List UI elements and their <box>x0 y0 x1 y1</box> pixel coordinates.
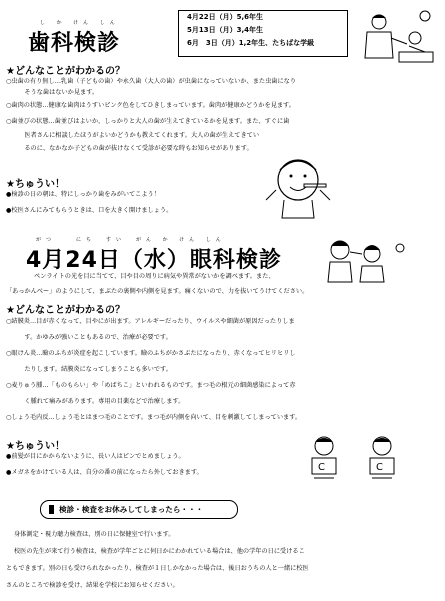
eye-intro-line: ペンライトの光を目に当てて、目や目の周りに病気や異常がないかを調べます。また、 <box>34 273 275 280</box>
absent-line: ともできます。別の日も受けられなかったり、検査が１日しかなかった場合は、後日おうちの人と一緒に校医 <box>6 565 309 572</box>
dental-what-line: そうな歯はないか見ます。 <box>12 88 99 96</box>
eye-what-line: ○結膜炎…目が赤くなって、目やにが出ます。アレルギーだったり、ウイルスや細菌が原因だったりしま <box>6 318 295 325</box>
dental-what-line: るのに、なかなか子どもの歯が抜けなくて受診が必要な時もお知らせがあります。 <box>12 144 253 152</box>
eye-tip-heading: ★ちゅうい！ <box>6 441 65 452</box>
dental-title: 歯科検診 <box>28 31 121 56</box>
eye-what-line: す。かゆみが強いこともあるので、治療が必要です。 <box>12 334 172 341</box>
schedule-line: 6月 3日（月）1,2年生、たちばな学級 <box>187 39 315 47</box>
dental-what-heading: ★どんなことがわかるの？ <box>6 66 125 77</box>
dental-tip-heading: ★ちゅうい！ <box>6 179 65 190</box>
eye-tip: ●メガネをかけている人は、自分の番の前になったら外しておきます。 <box>6 469 203 476</box>
eye-what-line: く腫れて痛みがあります。専用の目薬などで治療します。 <box>12 398 185 405</box>
absent-line: 校医の先生が来て行う検査は、検査が学年ごとに何日かにわかれている場合は、他の学年の日に受けるこ <box>14 548 305 555</box>
absent-heading: 検診・検査をお休みしてしまったら・・・ <box>59 505 204 514</box>
eye-what-line: ○麦りゅう腫…「ものもらい」や「めばちこ」といわれるものです。まつ毛の根元の細菌感染によって赤 <box>6 382 296 389</box>
absent-line: 身体測定・視力聴力検査は、別の日に保健室で行います。 <box>14 531 175 538</box>
absent-callout <box>40 500 238 519</box>
eye-exam-illustration <box>300 228 412 284</box>
absent-body <box>6 526 309 594</box>
eye-what-line: ○しょう毛内反…しょう毛とはまつ毛のことです。まつ毛が内側を向いて、目を刺激してしまっています。 <box>6 414 302 421</box>
eye-what-line: たりします。結膜炎になってしまうことも多いです。 <box>12 366 172 373</box>
eye-what-heading: ★どんなことがわかるの？ <box>6 305 125 316</box>
eye-what-line: ○眼けん炎…瞼のふちが炎症を起こしています。瞼のふちがかさぶたになったり、赤くなってヒリヒリし <box>6 350 296 357</box>
dental-what-list <box>6 77 296 155</box>
eye-chart-kids-illustration <box>300 430 412 488</box>
eye-title-ruby: がつ にち すい がん か けん しん <box>36 237 226 243</box>
dental-tip: ●検診の日の朝は、特にしっかり歯をみがいてこよう！ <box>6 191 160 198</box>
dental-what-line: ○虫歯の有り無し…乳歯（子どもの歯）や永久歯（大人の歯）が虫歯になっていないか、また虫歯になり <box>6 78 297 85</box>
dental-title-ruby: し か けん しん <box>40 20 120 26</box>
svg-text:C: C <box>318 462 325 473</box>
dentist-illustration <box>355 8 437 66</box>
eye-what-list <box>6 314 301 426</box>
eye-intro-line: 「あっかんべー」のようにして、まぶたの裏側や内側を見ます。痛くないので、力を抜いてうけてください。 <box>6 288 309 295</box>
callout-bar <box>49 505 54 514</box>
eye-tip: ●前髪が目にかからないように、長い人はピンでとめましょう。 <box>6 453 185 460</box>
svg-text:C: C <box>376 462 383 473</box>
schedule-line: 5月13日（月）3,4年生 <box>187 26 264 34</box>
eye-intro <box>6 268 308 299</box>
brushing-boy-illustration <box>258 150 338 220</box>
dental-what-line: ○歯肉の状態…健康な歯肉はうすいピンク色をしてひきしまっています。歯肉が健康かどうかを見ます。 <box>6 101 295 109</box>
eye-title: 4月24日（水）眼科検診 <box>26 248 282 273</box>
dental-tip: ●校医さんにみてもらうときは、口を大きく開けましょう。 <box>6 207 173 214</box>
schedule-line: 4月22日（月）5,6年生 <box>187 13 264 21</box>
dental-schedule-box <box>178 10 348 57</box>
dental-what-line: ○歯並びの状態…歯並びはよいか、しっかりと大人の歯が生えてきているかを見ます。また、すぐに歯 <box>6 117 290 125</box>
dental-what-line: 医者さんに相談したほうがよいかどうかも教えてくれます。大人の歯が生えてきてい <box>12 131 260 139</box>
absent-line: さんのところで検診を受け、結果を学校にお知らせください。 <box>6 582 179 589</box>
